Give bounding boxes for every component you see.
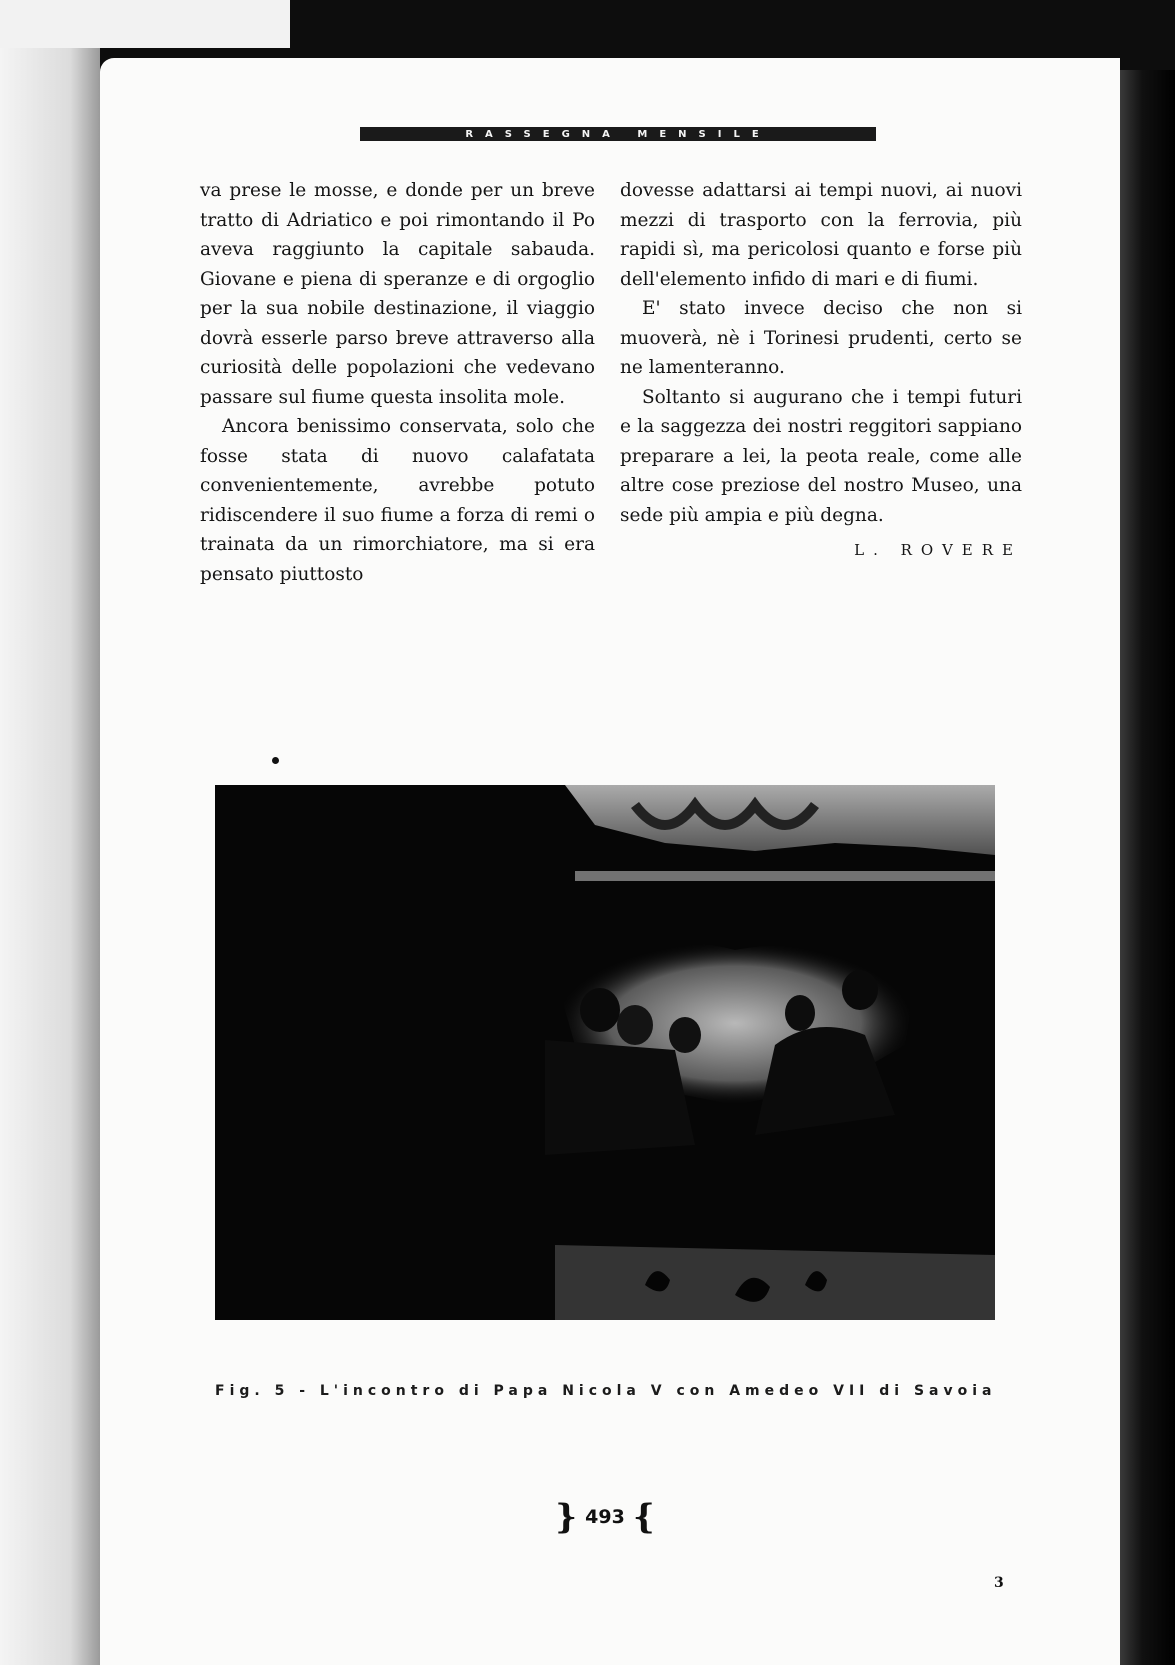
corner-mark: 3 (994, 1575, 1004, 1591)
paragraph: dovesse adattarsi ai tempi nuovi, ai nuovi mezzi di trasporto con la ferrovia, più rapidi sì, ma pericolosi quanto e forse più dell'elemento infido di mari e di fiumi. (620, 180, 1022, 290)
paragraph: Ancora benissimo conservata, solo che fosse stata di nuovo calafatata convenientemente, avrebbe potuto ridiscendere il suo fiume a forza di remi o trainata da un rimorchiatore, ma si era pensato piuttosto (200, 416, 595, 585)
photo-illustration (215, 785, 995, 1320)
page-number: 493 (585, 1506, 625, 1528)
paragraph: Soltanto si augurano che i tempi futuri e la saggezza dei nostri reggitori sappiano preparare a lei, la peota reale, come alle altre cose preziose del nostro Museo, una sede più ampia e più degna. (620, 386, 1022, 526)
paragraph: va prese le mosse, e donde per un breve tratto di Adriatico e poi rimontando il Po aveva raggiunto la capitale sabauda. Giovane e piena di speranze e di orgoglio per la sua nobile destinazione, il viaggio dovrà esserle parso breve attraverso alla curiosità delle popolazioni che vedevano passare sul fiume questa insolita mole. (200, 180, 595, 408)
figure-photograph (215, 785, 995, 1320)
scan-top-strip (0, 0, 290, 48)
paragraph: E' stato invece deciso che non si muoverà, nè i Torinesi prudenti, certo se ne lamenteranno. (620, 298, 1022, 378)
running-header: RASSEGNA MENSILE (465, 128, 771, 140)
folio-right-ornament: { (632, 1497, 655, 1537)
running-header-band (360, 127, 876, 141)
right-page-edge (1120, 70, 1175, 1665)
folio-left-ornament: } (555, 1497, 578, 1537)
page-folio (530, 1495, 680, 1539)
author-signature: L. ROVERE (854, 541, 1022, 559)
left-page-gutter (0, 48, 100, 1665)
figure-caption: Fig. 5 - L'incontro di Papa Nicola V con Amedeo VII di Savoia (215, 1383, 997, 1399)
printer-dot-mark (272, 757, 279, 764)
left-text-column (200, 176, 595, 589)
right-text-column (620, 176, 1022, 566)
